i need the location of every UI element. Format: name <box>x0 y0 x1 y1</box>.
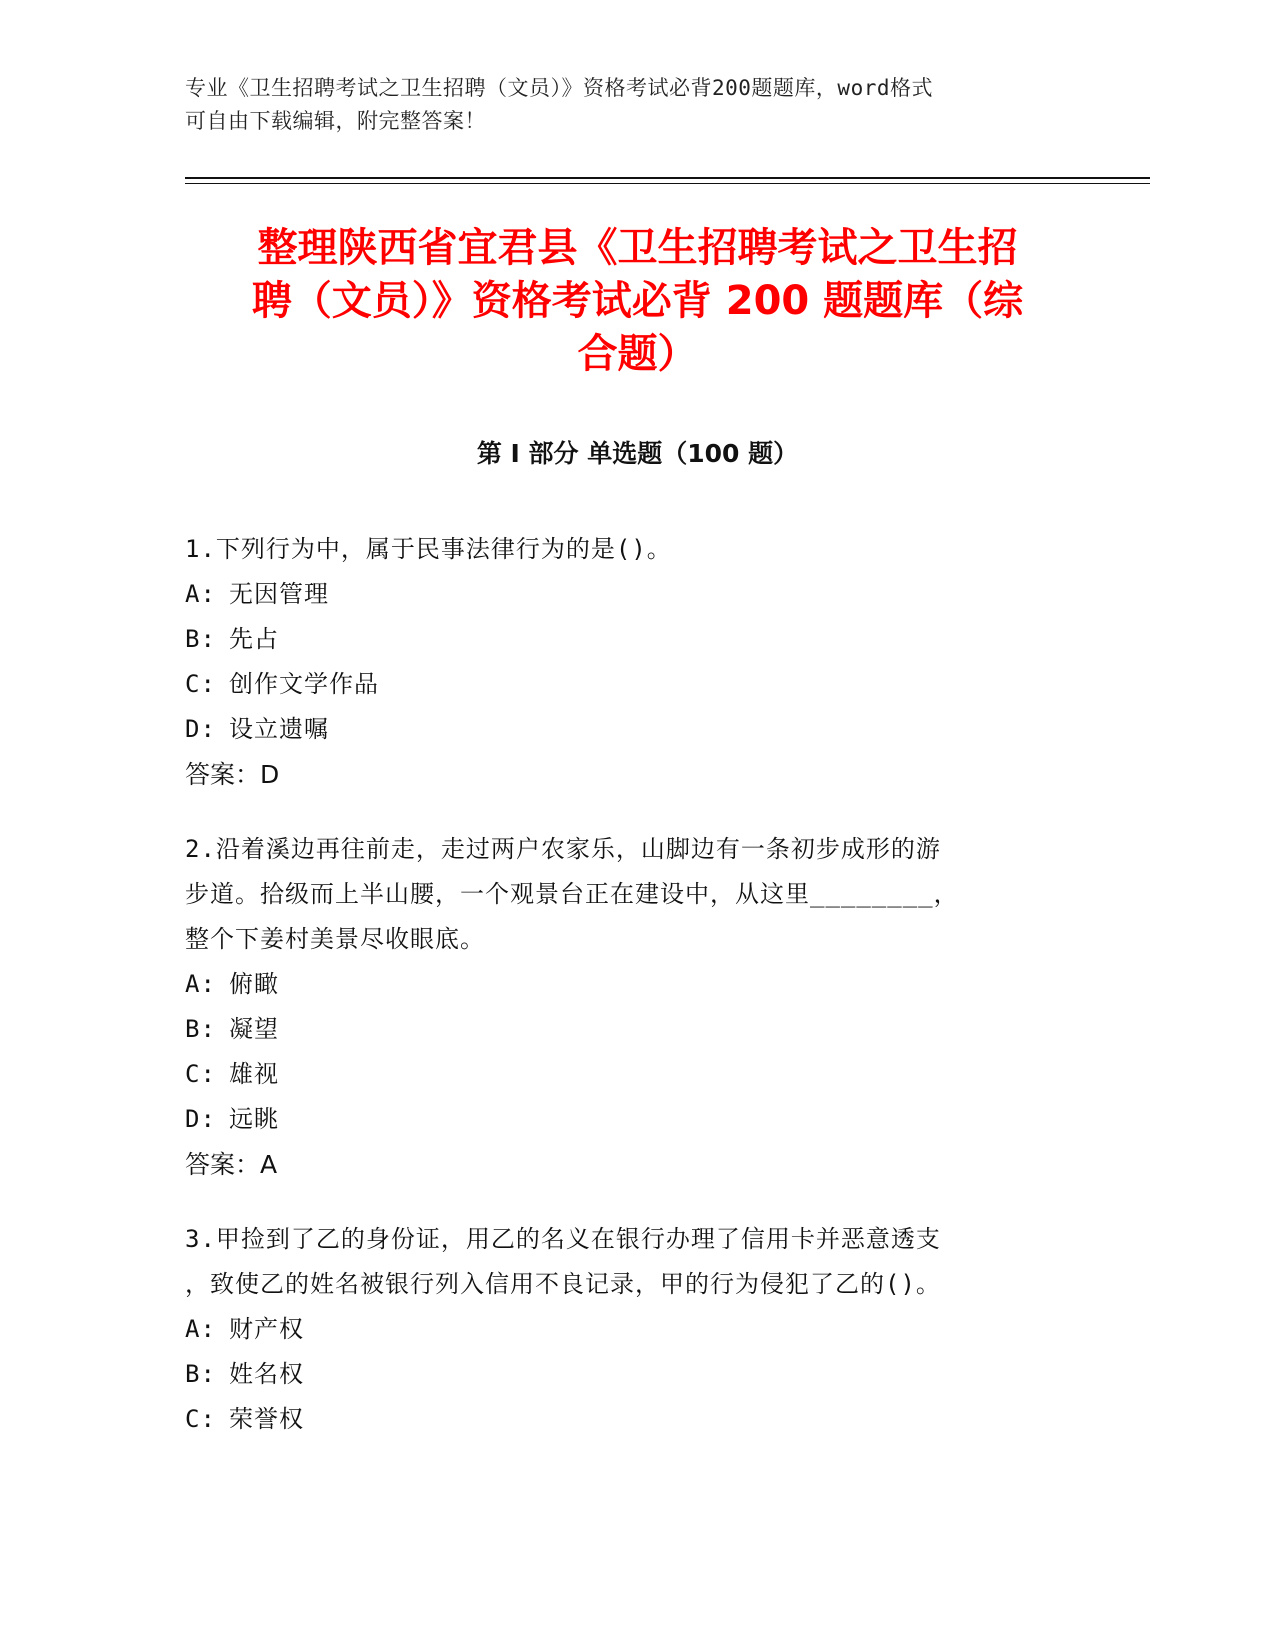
header-note-line: 专业《卫生招聘考试之卫生招聘（文员）》资格考试必背200题题库，word格式 <box>185 76 933 100</box>
option-text: 设立遗嘱 <box>229 715 329 743</box>
option-text: 俯瞰 <box>229 970 279 998</box>
header-note <box>185 72 1065 138</box>
answer-option <box>185 1052 1085 1097</box>
question-text: 2.沿着溪边再往前走，走过两户农家乐，山脚边有一条初步成形的游 <box>185 835 941 863</box>
title-line: 聘（文员）》资格考试必背 200 题题库（综 <box>251 278 1024 324</box>
header-divider <box>185 177 1150 179</box>
option-key: C: <box>185 670 216 698</box>
option-text: 雄视 <box>229 1060 279 1088</box>
answer-option <box>185 707 1085 752</box>
question-item <box>185 527 1085 797</box>
title-line: 合题） <box>577 331 698 377</box>
option-key: A: <box>185 970 216 998</box>
question-text: 1.下列行为中，属于民事法律行为的是()。 <box>185 535 672 563</box>
option-text: 姓名权 <box>229 1360 304 1388</box>
option-key: B: <box>185 1360 216 1388</box>
answer-option <box>185 962 1085 1007</box>
answer-option <box>185 1397 1085 1442</box>
option-key: C: <box>185 1060 216 1088</box>
question-item <box>185 1217 1085 1442</box>
option-text: 先占 <box>229 625 279 653</box>
question-text: 步道。拾级而上半山腰，一个观景台正在建设中，从这里________， <box>185 880 959 908</box>
option-text: 无因管理 <box>229 580 329 608</box>
answer-option <box>185 1097 1085 1142</box>
option-text: 凝望 <box>229 1015 279 1043</box>
section-title: 第 I 部分 单选题（100 题） <box>476 439 799 468</box>
answer-option <box>185 1352 1085 1397</box>
answer-option <box>185 662 1085 707</box>
option-key: A: <box>185 580 216 608</box>
question-text: ，致使乙的姓名被银行列入信用不良记录，甲的行为侵犯了乙的()。 <box>185 1270 941 1298</box>
header-divider-thin <box>185 183 1150 184</box>
title-line: 整理陕西省宜君县《卫生招聘考试之卫生招 <box>257 225 1018 271</box>
header-note-line: 可自由下载编辑，附完整答案！ <box>185 109 486 133</box>
answer-option <box>185 572 1085 617</box>
option-key: A: <box>185 1315 216 1343</box>
answer-option <box>185 1307 1085 1352</box>
option-key: D: <box>185 1105 216 1133</box>
option-key: B: <box>185 1015 216 1043</box>
answer-option <box>185 617 1085 662</box>
option-key: D: <box>185 715 216 743</box>
answer-option <box>185 1007 1085 1052</box>
answer-key: 答案：A <box>185 1150 278 1179</box>
question-text: 3.甲捡到了乙的身份证，用乙的名义在银行办理了信用卡并恶意透支 <box>185 1225 941 1253</box>
option-text: 财产权 <box>229 1315 304 1343</box>
document-title <box>185 222 1090 381</box>
answer-key: 答案：D <box>185 760 280 789</box>
option-key: B: <box>185 625 216 653</box>
question-item <box>185 827 1085 1187</box>
option-text: 荣誉权 <box>229 1405 304 1433</box>
option-text: 创作文学作品 <box>229 670 379 698</box>
option-key: C: <box>185 1405 216 1433</box>
option-text: 远眺 <box>229 1105 279 1133</box>
question-list <box>185 527 1085 1472</box>
question-text: 整个下姜村美景尽收眼底。 <box>185 925 485 953</box>
